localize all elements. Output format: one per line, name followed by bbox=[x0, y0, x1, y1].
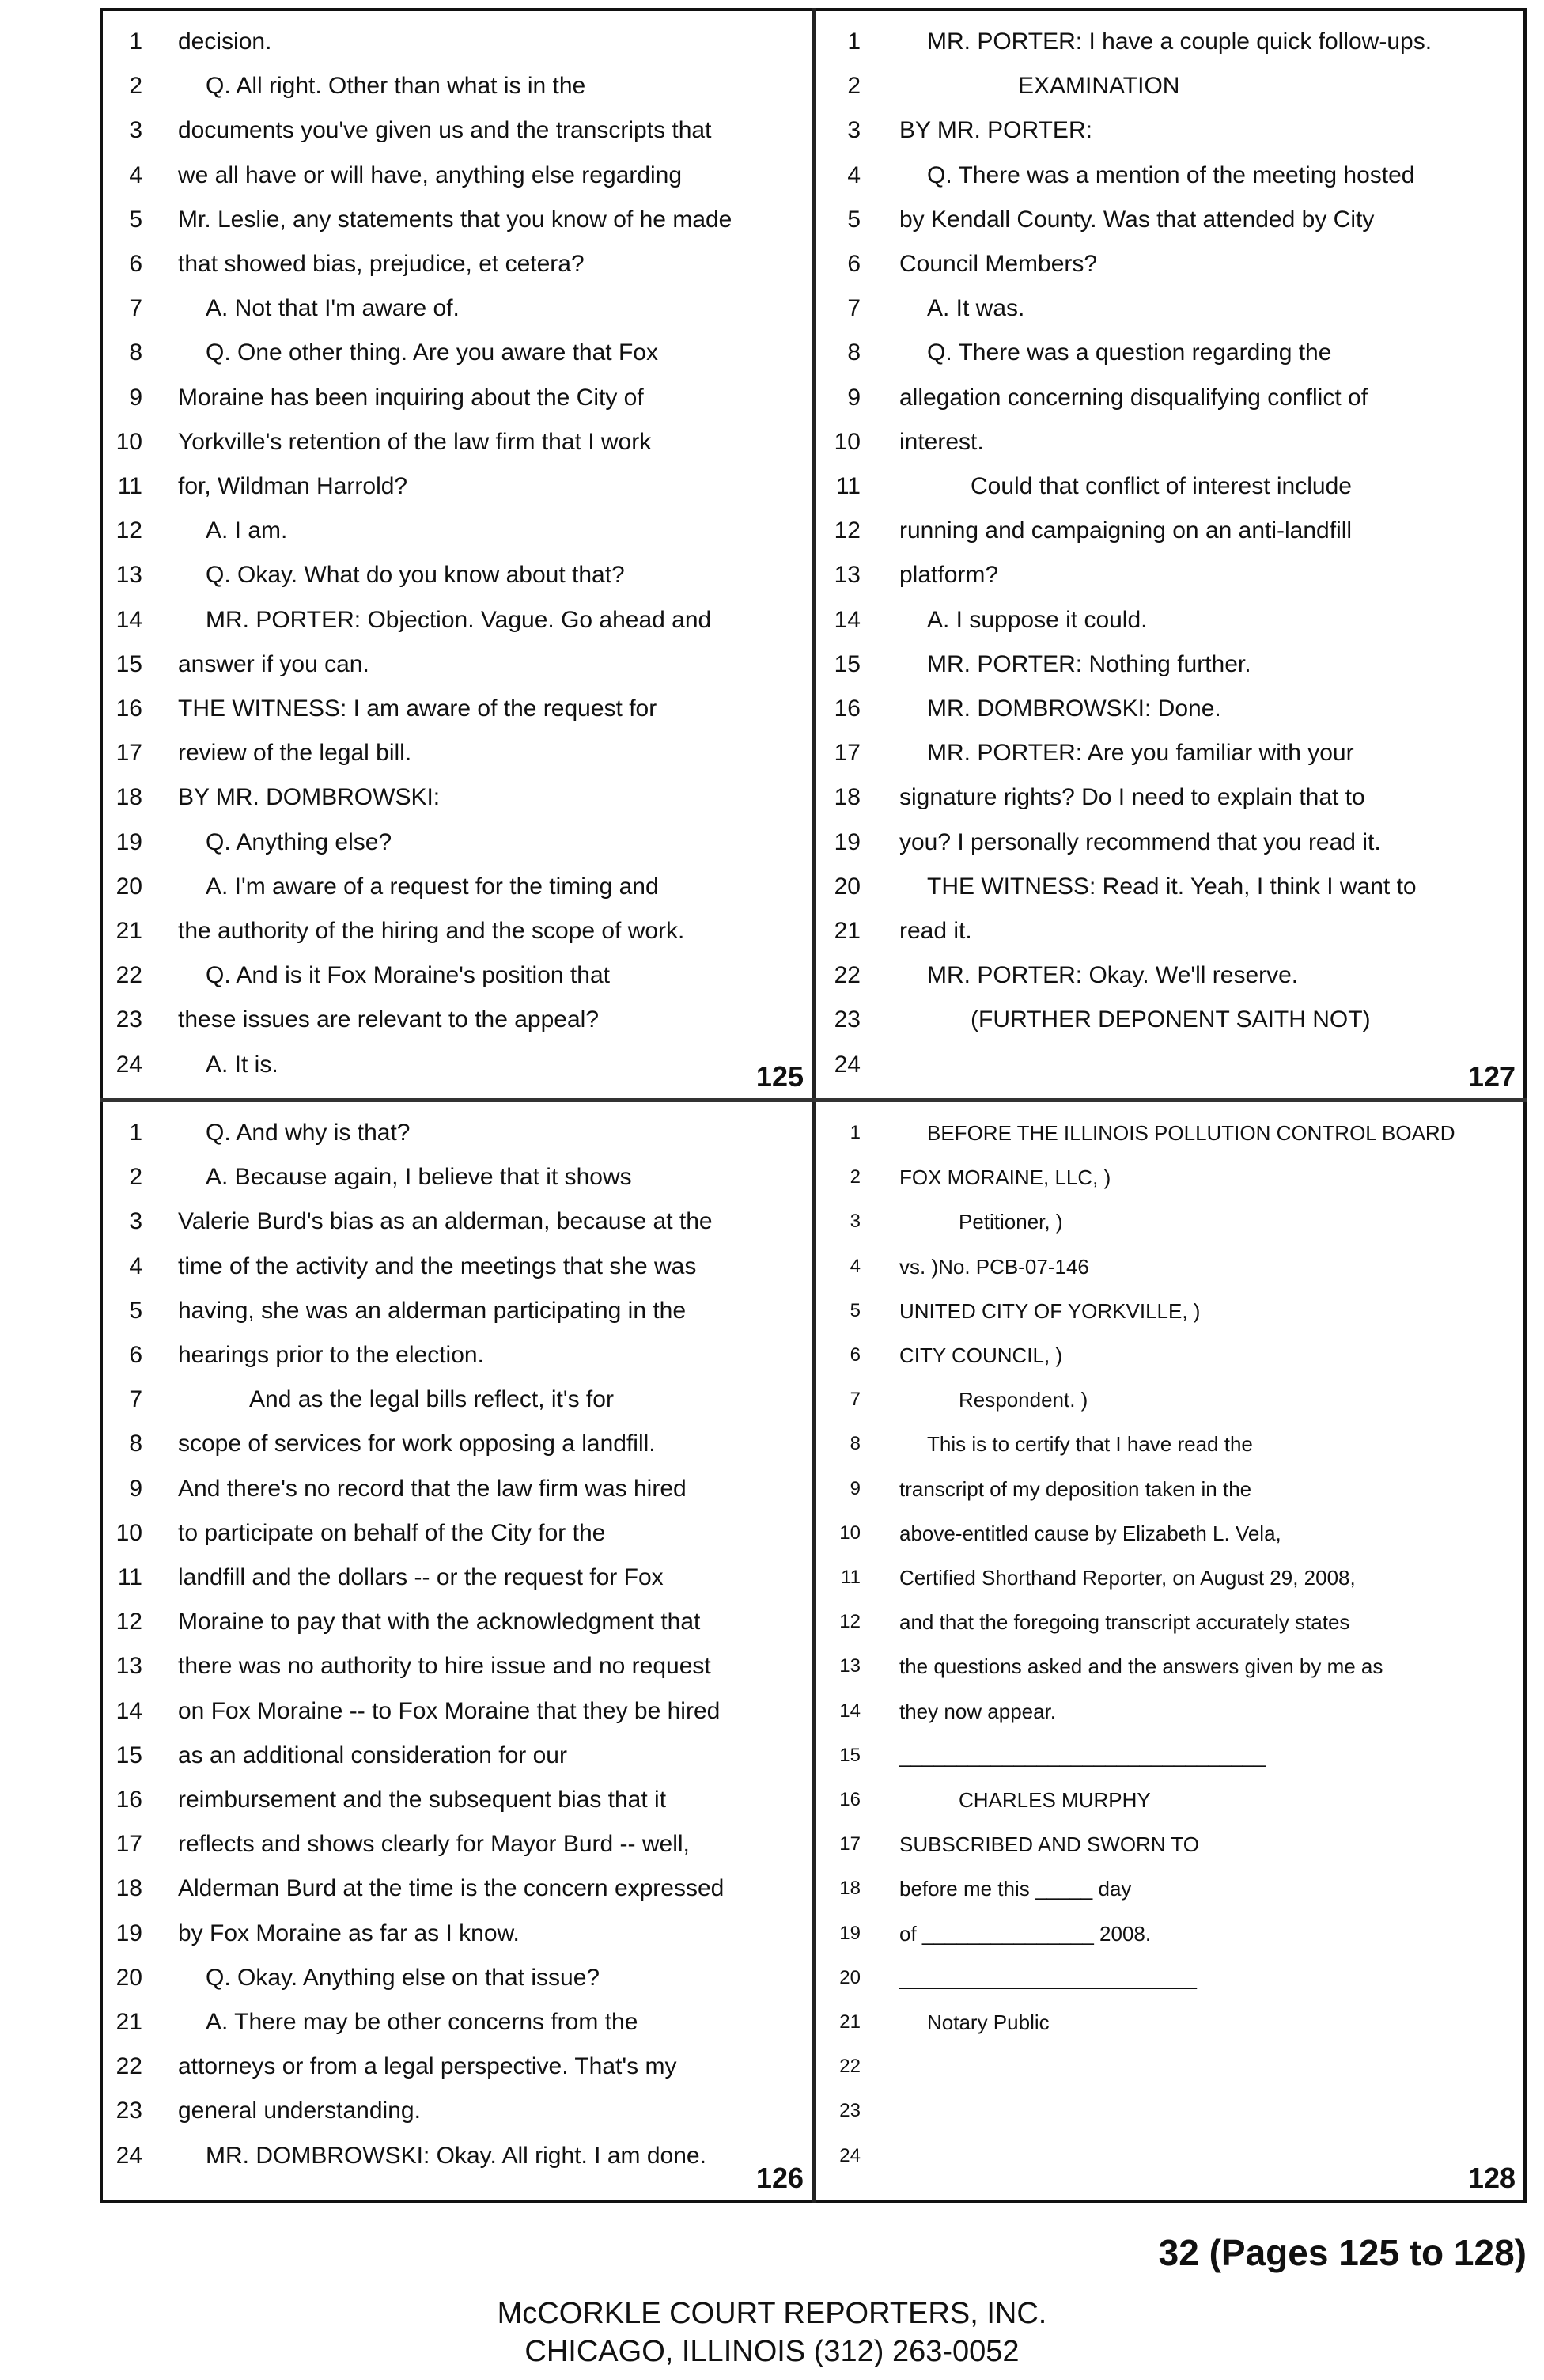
transcript-line bbox=[816, 2045, 1523, 2088]
transcript-line bbox=[103, 109, 812, 152]
line-number: 9 bbox=[850, 1477, 861, 1499]
line-text: Q. Anything else? bbox=[206, 828, 392, 855]
line-text: to participate on behalf of the City for the bbox=[178, 1519, 606, 1546]
line-text: allegation concerning disqualifying conflict of bbox=[899, 384, 1368, 411]
line-text: review of the legal bill. bbox=[178, 740, 412, 767]
transcript-line bbox=[816, 1823, 1523, 1866]
line-number: 12 bbox=[834, 517, 861, 544]
line-number: 18 bbox=[115, 1875, 142, 1902]
transcript-line bbox=[103, 1734, 812, 1777]
line-text: you? I personally recommend that you read it. bbox=[899, 828, 1381, 855]
line-text: running and campaigning on an anti-landfill bbox=[899, 517, 1353, 544]
transcript-line bbox=[103, 1044, 812, 1086]
line-text: CITY COUNCIL, ) bbox=[899, 1343, 1063, 1367]
line-number: 3 bbox=[850, 1211, 861, 1233]
transcript-line bbox=[816, 243, 1523, 286]
company-contact: CHICAGO, ILLINOIS (312) 263-0052 bbox=[524, 2335, 1020, 2368]
line-text: documents you've given us and the transcripts that bbox=[178, 117, 712, 144]
line-number: 20 bbox=[834, 873, 861, 900]
line-text: (FURTHER DEPONENT SAITH NOT) bbox=[971, 1006, 1371, 1033]
line-number: 22 bbox=[115, 962, 142, 989]
transcript-line bbox=[816, 688, 1523, 730]
line-text: UNITED CITY OF YORKVILLE, ) bbox=[899, 1298, 1201, 1323]
transcript-line bbox=[816, 2090, 1523, 2132]
line-number: 7 bbox=[847, 295, 861, 322]
line-number: 4 bbox=[129, 161, 142, 188]
line-number: 17 bbox=[834, 740, 861, 767]
page-128 bbox=[816, 1102, 1523, 2200]
line-number: 7 bbox=[129, 1386, 142, 1413]
page-127 bbox=[816, 11, 1523, 1098]
line-text: by Fox Moraine as far as I know. bbox=[178, 1920, 520, 1946]
line-number: 13 bbox=[834, 562, 861, 589]
line-text: Alderman Burd at the time is the concern expressed bbox=[178, 1875, 725, 1902]
line-text: Certified Shorthand Reporter, on August 29, 2008, bbox=[899, 1566, 1356, 1590]
line-number: 7 bbox=[129, 295, 142, 322]
transcript-line bbox=[103, 243, 812, 286]
transcript-line bbox=[103, 688, 812, 730]
line-text: by Kendall County. Was that attended by City bbox=[899, 206, 1375, 233]
line-number: 21 bbox=[115, 2009, 142, 2035]
line-number: 1 bbox=[129, 28, 142, 55]
line-text: Q. All right. Other than what is in the bbox=[206, 73, 586, 100]
line-number: 11 bbox=[117, 1564, 142, 1590]
line-text: FOX MORAINE, LLC, ) bbox=[899, 1165, 1111, 1190]
line-number: 16 bbox=[834, 695, 861, 722]
line-number: 1 bbox=[129, 1120, 142, 1146]
line-number: 15 bbox=[115, 650, 142, 677]
transcript-line bbox=[816, 377, 1523, 419]
transcript-line bbox=[816, 1468, 1523, 1510]
page-125 bbox=[103, 11, 812, 1098]
line-text: ________________________________ bbox=[899, 1743, 1266, 1768]
transcript-line bbox=[103, 2090, 812, 2132]
line-number: 10 bbox=[834, 428, 861, 455]
transcript-line bbox=[103, 1290, 812, 1332]
transcript-line bbox=[816, 21, 1523, 63]
line-text: Q. There was a mention of the meeting hosted bbox=[927, 161, 1415, 188]
line-text: And there's no record that the law firm was hired bbox=[178, 1475, 687, 1502]
transcript-line bbox=[103, 154, 812, 197]
transcript-line bbox=[816, 1867, 1523, 1910]
transcript-line bbox=[103, 1645, 812, 1688]
line-text: landfill and the dollars -- or the request for Fox bbox=[178, 1564, 664, 1590]
line-number: 5 bbox=[850, 1299, 861, 1321]
line-text: these issues are relevant to the appeal? bbox=[178, 1006, 600, 1033]
transcript-line bbox=[103, 1601, 812, 1643]
line-text: interest. bbox=[899, 428, 984, 455]
transcript-line bbox=[816, 1200, 1523, 1243]
line-number: 13 bbox=[839, 1655, 861, 1677]
line-number: 6 bbox=[129, 1342, 142, 1368]
line-number: 23 bbox=[115, 2098, 142, 2124]
transcript-line bbox=[816, 287, 1523, 330]
line-number: 17 bbox=[115, 740, 142, 767]
transcript-line bbox=[816, 2001, 1523, 2044]
line-number: 9 bbox=[847, 384, 861, 411]
line-text: A. I am. bbox=[206, 517, 288, 544]
line-text: Q. Okay. What do you know about that? bbox=[206, 562, 625, 589]
transcript-line bbox=[816, 1423, 1523, 1465]
line-text: vs. )No. PCB-07-146 bbox=[899, 1254, 1089, 1279]
line-text: MR. PORTER: Objection. Vague. Go ahead and bbox=[206, 606, 712, 633]
line-number: 16 bbox=[839, 1789, 861, 1810]
line-text: CHARLES MURPHY bbox=[959, 1788, 1151, 1812]
line-number: 12 bbox=[115, 1609, 142, 1635]
page-126 bbox=[103, 1102, 812, 2200]
line-text: having, she was an alderman participating in the bbox=[178, 1297, 687, 1324]
transcript-line bbox=[103, 554, 812, 597]
line-text: hearings prior to the election. bbox=[178, 1342, 484, 1368]
line-text: for, Wildman Harrold? bbox=[178, 473, 408, 499]
transcript-line bbox=[816, 465, 1523, 508]
line-number: 13 bbox=[115, 562, 142, 589]
transcript-line bbox=[816, 1690, 1523, 1733]
transcript-line bbox=[103, 821, 812, 864]
line-number: 3 bbox=[847, 117, 861, 144]
transcript-line bbox=[816, 1044, 1523, 1086]
line-number: 1 bbox=[847, 28, 861, 55]
transcript-line bbox=[816, 554, 1523, 597]
line-text: the authority of the hiring and the scope of work. bbox=[178, 918, 685, 944]
line-number: 17 bbox=[115, 1831, 142, 1858]
transcript-line bbox=[816, 910, 1523, 953]
transcript-line bbox=[816, 1112, 1523, 1154]
line-number: 4 bbox=[129, 1253, 142, 1279]
transcript-line bbox=[103, 1690, 812, 1733]
line-number: 18 bbox=[834, 784, 861, 811]
line-number: 4 bbox=[850, 1255, 861, 1277]
line-number: 15 bbox=[834, 650, 861, 677]
line-number: 1 bbox=[850, 1122, 861, 1143]
line-text: of _______________ 2008. bbox=[899, 1921, 1152, 1946]
transcript-line bbox=[816, 154, 1523, 197]
line-number: 2 bbox=[129, 1164, 142, 1191]
line-number: 11 bbox=[835, 473, 861, 499]
line-text: decision. bbox=[178, 28, 272, 55]
transcript-line bbox=[816, 1912, 1523, 1955]
transcript-line bbox=[103, 1779, 812, 1821]
line-number: 24 bbox=[839, 2144, 861, 2166]
line-number: 15 bbox=[839, 1744, 861, 1766]
line-number: 2 bbox=[847, 73, 861, 100]
transcript-line bbox=[103, 2135, 812, 2177]
transcript-line bbox=[816, 732, 1523, 775]
transcript-line bbox=[103, 1378, 812, 1421]
line-text: Council Members? bbox=[899, 251, 1098, 277]
line-text: they now appear. bbox=[899, 1699, 1057, 1723]
line-text: attorneys or from a legal perspective. That's my bbox=[178, 2053, 677, 2080]
line-number: 2 bbox=[850, 1166, 861, 1188]
transcript-line bbox=[103, 1156, 812, 1199]
line-number: 11 bbox=[841, 1567, 861, 1588]
transcript-line bbox=[103, 510, 812, 552]
line-number: 19 bbox=[839, 1922, 861, 1944]
transcript-line bbox=[103, 1912, 812, 1955]
transcript-line bbox=[103, 287, 812, 330]
line-number: 24 bbox=[115, 2142, 142, 2169]
transcript-line bbox=[816, 1734, 1523, 1777]
line-text: A. Because again, I believe that it shows bbox=[206, 1164, 632, 1191]
line-number: 7 bbox=[850, 1389, 861, 1411]
line-number: 8 bbox=[129, 1431, 142, 1457]
line-text: and that the foregoing transcript accurately states bbox=[899, 1610, 1350, 1635]
transcript-line bbox=[103, 732, 812, 775]
transcript-line bbox=[103, 2045, 812, 2088]
line-number: 8 bbox=[847, 339, 861, 366]
line-number: 10 bbox=[839, 1522, 861, 1544]
line-number: 5 bbox=[129, 1297, 142, 1324]
line-text: This is to certify that I have read the bbox=[927, 1432, 1253, 1457]
transcript-line bbox=[103, 377, 812, 419]
transcript-line bbox=[103, 1423, 812, 1465]
line-text: MR. PORTER: I have a couple quick follow-ups. bbox=[927, 28, 1432, 55]
transcript-line bbox=[103, 1867, 812, 1910]
transcript-line bbox=[103, 1823, 812, 1866]
line-text: EXAMINATION bbox=[1018, 73, 1180, 100]
transcript-line bbox=[816, 1601, 1523, 1643]
line-text: Moraine to pay that with the acknowledgment that bbox=[178, 1609, 701, 1635]
line-number: 12 bbox=[839, 1611, 861, 1633]
line-number: 3 bbox=[129, 1208, 142, 1235]
transcript-line bbox=[816, 1156, 1523, 1199]
transcript-line bbox=[816, 999, 1523, 1041]
line-number: 22 bbox=[839, 2056, 861, 2078]
line-number: 14 bbox=[839, 1700, 861, 1722]
transcript-line bbox=[103, 910, 812, 953]
line-text: above-entitled cause by Elizabeth L. Vela, bbox=[899, 1521, 1281, 1545]
line-text: MR. DOMBROWSKI: Okay. All right. I am done. bbox=[206, 2142, 706, 2169]
transcript-line bbox=[103, 421, 812, 464]
line-number: 12 bbox=[115, 517, 142, 544]
transcript-line bbox=[103, 21, 812, 63]
transcript-line bbox=[103, 1556, 812, 1599]
line-text: platform? bbox=[899, 562, 999, 589]
transcript-line bbox=[816, 1378, 1523, 1421]
line-text: as an additional consideration for our bbox=[178, 1741, 567, 1768]
line-number: 24 bbox=[115, 1051, 142, 1078]
transcript-line bbox=[816, 1290, 1523, 1332]
transcript-line bbox=[103, 199, 812, 241]
transcript-line bbox=[816, 1957, 1523, 1999]
line-number: 10 bbox=[115, 428, 142, 455]
line-number: 23 bbox=[115, 1006, 142, 1033]
line-text: time of the activity and the meetings that she was bbox=[178, 1253, 697, 1279]
transcript-line bbox=[103, 1468, 812, 1510]
transcript-line bbox=[103, 332, 812, 374]
line-number: 23 bbox=[839, 2100, 861, 2122]
line-number: 19 bbox=[834, 828, 861, 855]
line-number: 20 bbox=[115, 1964, 142, 1991]
line-number: 5 bbox=[129, 206, 142, 233]
line-text: we all have or will have, anything else regarding bbox=[178, 161, 683, 188]
transcript-line bbox=[103, 866, 812, 908]
page-number: 125 bbox=[755, 1060, 804, 1093]
page-number: 126 bbox=[755, 2162, 804, 2194]
transcript-line bbox=[103, 1245, 812, 1288]
line-text: there was no authority to hire issue and no request bbox=[178, 1653, 711, 1680]
line-number: 24 bbox=[834, 1051, 861, 1078]
transcript-line bbox=[103, 65, 812, 108]
pages-range-label: 32 (Pages 125 to 128) bbox=[1158, 2232, 1527, 2273]
footer-company bbox=[0, 2295, 1544, 2371]
line-text: reflects and shows clearly for Mayor Burd -- well, bbox=[178, 1831, 690, 1858]
transcript-line bbox=[103, 1512, 812, 1555]
line-number: 6 bbox=[850, 1344, 861, 1366]
line-number: 9 bbox=[129, 384, 142, 411]
line-number: 3 bbox=[129, 117, 142, 144]
transcript-line bbox=[103, 1200, 812, 1243]
line-number: 13 bbox=[115, 1653, 142, 1680]
transcript-line bbox=[103, 2001, 812, 2044]
company-name: McCORKLE COURT REPORTERS, INC. bbox=[497, 2297, 1047, 2330]
line-number: 14 bbox=[115, 1697, 142, 1724]
line-number: 18 bbox=[115, 784, 142, 811]
line-text: Mr. Leslie, any statements that you know of he made bbox=[178, 206, 732, 233]
line-text: SUBSCRIBED AND SWORN TO bbox=[899, 1832, 1199, 1857]
transcript-line bbox=[816, 199, 1523, 241]
line-text: Valerie Burd's bias as an alderman, because at the bbox=[178, 1208, 713, 1235]
line-text: A. I suppose it could. bbox=[927, 606, 1148, 633]
line-text: BY MR. PORTER: bbox=[899, 117, 1092, 144]
line-number: 11 bbox=[117, 473, 142, 499]
line-text: Yorkville's retention of the law firm that I work bbox=[178, 428, 652, 455]
line-number: 21 bbox=[115, 918, 142, 944]
transcript-line bbox=[103, 1957, 812, 1999]
line-number: 20 bbox=[115, 873, 142, 900]
line-text: the questions asked and the answers given by me as bbox=[899, 1654, 1383, 1679]
transcript-line bbox=[103, 599, 812, 642]
line-number: 23 bbox=[834, 1006, 861, 1033]
line-number: 21 bbox=[834, 918, 861, 944]
page-number: 127 bbox=[1467, 1060, 1516, 1093]
transcript-line bbox=[816, 332, 1523, 374]
line-text: Q. And why is that? bbox=[206, 1120, 411, 1146]
line-text: transcript of my deposition taken in the bbox=[899, 1476, 1252, 1501]
transcript-line bbox=[816, 599, 1523, 642]
transcript-line bbox=[103, 1334, 812, 1377]
line-text: MR. DOMBROWSKI: Done. bbox=[927, 695, 1221, 722]
line-text: Petitioner, ) bbox=[959, 1210, 1063, 1234]
transcript-line bbox=[103, 954, 812, 997]
transcript-line bbox=[816, 954, 1523, 997]
line-number: 14 bbox=[115, 606, 142, 633]
line-text: answer if you can. bbox=[178, 650, 369, 677]
line-number: 19 bbox=[115, 828, 142, 855]
line-text: And as the legal bills reflect, it's for bbox=[249, 1386, 614, 1413]
line-text: Moraine has been inquiring about the City of bbox=[178, 384, 644, 411]
line-text: Q. There was a question regarding the bbox=[927, 339, 1332, 366]
line-text: on Fox Moraine -- to Fox Moraine that they be hired bbox=[178, 1697, 721, 1724]
transcript-line bbox=[816, 1512, 1523, 1555]
transcript-line bbox=[816, 65, 1523, 108]
line-number: 4 bbox=[847, 161, 861, 188]
line-text: Notary Public bbox=[927, 2010, 1050, 2034]
line-text: read it. bbox=[899, 918, 972, 944]
line-number: 22 bbox=[115, 2053, 142, 2080]
transcript-line bbox=[816, 109, 1523, 152]
line-text: MR. PORTER: Okay. We'll reserve. bbox=[927, 962, 1299, 989]
transcript-line bbox=[816, 1645, 1523, 1688]
page-number: 128 bbox=[1467, 2162, 1516, 2194]
line-text: THE WITNESS: Read it. Yeah, I think I want to bbox=[927, 873, 1417, 900]
transcript-line bbox=[816, 866, 1523, 908]
line-number: 6 bbox=[129, 251, 142, 277]
line-text: BY MR. DOMBROWSKI: bbox=[178, 784, 441, 811]
line-number: 16 bbox=[115, 1787, 142, 1813]
line-number: 19 bbox=[115, 1920, 142, 1946]
line-text: scope of services for work opposing a landfill. bbox=[178, 1431, 656, 1457]
line-text: MR. PORTER: Are you familiar with your bbox=[927, 740, 1354, 767]
line-number: 2 bbox=[129, 73, 142, 100]
transcript-line bbox=[816, 776, 1523, 819]
transcript-line bbox=[103, 1112, 812, 1154]
transcript-line bbox=[816, 821, 1523, 864]
transcript-line bbox=[103, 999, 812, 1041]
transcript-line bbox=[816, 1245, 1523, 1288]
line-number: 9 bbox=[129, 1475, 142, 1502]
line-text: A. Not that I'm aware of. bbox=[206, 295, 460, 322]
line-number: 21 bbox=[839, 2011, 861, 2033]
line-number: 8 bbox=[129, 339, 142, 366]
transcript-line bbox=[103, 776, 812, 819]
line-number: 20 bbox=[839, 1966, 861, 1988]
line-text: A. I'm aware of a request for the timing and bbox=[206, 873, 659, 900]
line-text: general understanding. bbox=[178, 2098, 421, 2124]
line-text: Respondent. ) bbox=[959, 1388, 1088, 1412]
line-number: 15 bbox=[115, 1741, 142, 1768]
transcript-line bbox=[816, 643, 1523, 686]
line-number: 6 bbox=[847, 251, 861, 277]
transcript-line bbox=[103, 643, 812, 686]
line-text: Could that conflict of interest include bbox=[971, 473, 1352, 499]
transcript-line bbox=[816, 1779, 1523, 1821]
line-number: 10 bbox=[115, 1519, 142, 1546]
line-text: signature rights? Do I need to explain that to bbox=[899, 784, 1365, 811]
transcript-line bbox=[816, 1334, 1523, 1377]
line-number: 17 bbox=[839, 1833, 861, 1855]
line-text: A. It is. bbox=[206, 1051, 278, 1078]
line-number: 18 bbox=[839, 1878, 861, 1900]
line-text: before me this _____ day bbox=[899, 1877, 1132, 1901]
line-text: Q. And is it Fox Moraine's position that bbox=[206, 962, 610, 989]
line-text: reimbursement and the subsequent bias that it bbox=[178, 1787, 667, 1813]
line-number: 16 bbox=[115, 695, 142, 722]
line-text: BEFORE THE ILLINOIS POLLUTION CONTROL BOARD bbox=[927, 1121, 1455, 1145]
transcript-line bbox=[816, 510, 1523, 552]
line-text: that showed bias, prejudice, et cetera? bbox=[178, 251, 585, 277]
line-text: THE WITNESS: I am aware of the request for bbox=[178, 695, 657, 722]
line-text: MR. PORTER: Nothing further. bbox=[927, 650, 1251, 677]
line-number: 5 bbox=[847, 206, 861, 233]
line-text: __________________________ bbox=[899, 1965, 1197, 1990]
transcript-line bbox=[816, 421, 1523, 464]
transcript-line bbox=[816, 2135, 1523, 2177]
line-number: 8 bbox=[850, 1433, 861, 1455]
transcript-line bbox=[816, 1556, 1523, 1599]
line-text: A. There may be other concerns from the bbox=[206, 2009, 638, 2035]
line-number: 14 bbox=[834, 606, 861, 633]
line-text: A. It was. bbox=[927, 295, 1025, 322]
line-text: Q. Okay. Anything else on that issue? bbox=[206, 1964, 600, 1991]
transcript-line bbox=[103, 465, 812, 508]
line-text: Q. One other thing. Are you aware that Fox bbox=[206, 339, 658, 366]
line-number: 22 bbox=[834, 962, 861, 989]
